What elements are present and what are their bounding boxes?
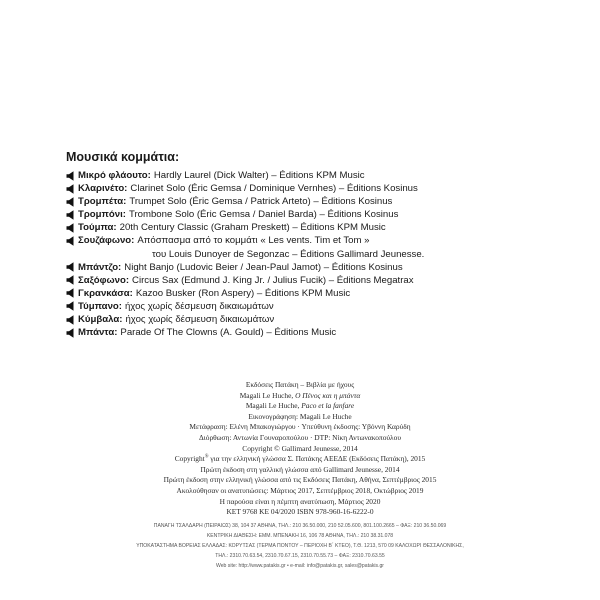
colophon-first-edition-french: Πρώτη έκδοση στη γαλλική γλώσσα από Gallimard Jeunesse, 2014 <box>200 464 400 474</box>
track-item <box>66 326 536 339</box>
speaker-icon <box>66 236 76 246</box>
track-item <box>66 274 536 287</box>
track-detail: ήχος χωρίς δέσμευση δικαιωμάτων <box>124 300 274 312</box>
track-instrument: Μικρό φλάουτο: <box>78 170 151 181</box>
track-item <box>66 313 536 326</box>
track-list <box>66 169 536 339</box>
track-item <box>66 195 536 208</box>
colophon-reprints: Ακολούθησαν οι ανατυπώσεις: Μάρτιος 2017, Σεπτέμβριος 2018, Οκτώβριος 2019 <box>176 485 424 495</box>
track-detail: ήχος χωρίς δέσμευση δικαιωμάτων <box>125 314 275 326</box>
speaker-icon <box>66 328 76 338</box>
colophon-first-edition-greek: Πρώτη έκδοση στην ελληνική γλώσσα από τις Εκδόσεις Πατάκη, Αθήνα, Σεπτέμβριος 2015 <box>163 475 437 485</box>
colophon-original-title-line: Magali Le Huche, Paco et la fanfare <box>245 401 355 411</box>
music-credits <box>66 150 536 339</box>
footer-address: ΠΑΝΑΓΗ ΤΣΑΛΔΑΡΗ (ΠΕΙΡΑΙΩΣ) 38, 104 37 ΑΘΗΝΑ, ΤΗΛ.: 210 36.50.000, 210 52.05.600, 801.100.2665 – ΦΑΞ: 210 36.50.069 <box>153 523 447 529</box>
speaker-icon <box>66 210 76 220</box>
track-detail: Hardly Laurel (Dick Walter) – Éditions KPM Music <box>153 170 365 181</box>
track-item <box>66 208 536 221</box>
track-instrument: Κύμβαλα: <box>78 314 123 326</box>
track-instrument: Σαξόφωνο: <box>78 274 130 286</box>
track-detail: Circus Sax (Edmund J. King Jr. / Julius Fucik) – Éditions Megatrax <box>132 274 414 286</box>
speaker-icon <box>66 288 76 298</box>
footer-distribution: ΚΕΝΤΡΙΚΗ ΔΙΑΘΕΣΗ: ΕΜΜ. ΜΠΕΝΑΚΗ 16, 106 78 ΑΘΗΝΑ, ΤΗΛ.: 210 38.31.078 <box>206 533 394 539</box>
track-detail: Trombone Solo (Éric Gemsa / Daniel Barda) – Éditions Kosinus <box>128 209 399 221</box>
footer-web: Web site: http://www.patakis.gr • e-mail: info@patakis.gr, sales@patakis.gr <box>215 563 385 569</box>
colophon-copyright-original: Copyright © Gallimard Jeunesse, 2014 <box>242 443 358 453</box>
track-detail: Trumpet Solo (Éric Gemsa / Patrick Arteto) – Éditions Kosinus <box>129 196 393 208</box>
colophon-translation-line: Μετάφραση: Ελένη Μπακογιώργου · Υπεύθυνη έκδοσης: Υβόννη Καρύδη <box>189 422 411 432</box>
track-item <box>66 234 536 247</box>
speaker-icon <box>66 184 76 194</box>
speaker-icon <box>66 301 76 311</box>
track-instrument: Τύμπανο: <box>78 300 122 312</box>
colophon-illustration-line: Εικονογράφηση: Magali Le Huche <box>248 411 352 421</box>
track-instrument: Τούμπα: <box>78 222 117 234</box>
track-detail: Parade Of The Clowns (A. Gould) – Éditions Music <box>120 327 337 339</box>
track-instrument: Σουζάφωνο: <box>78 235 135 247</box>
original-title: Paco et la fanfare <box>301 401 355 411</box>
footer-branch: ΥΠΟΚΑΤΑΣΤΗΜΑ ΒΟΡΕΙΑΣ ΕΛΛΑΔΑΣ: ΚΟΡΥΤΣΑΣ (ΤΕΡΜΑ ΠΟΝΤΟΥ – ΠΕΡΙΟΧΗ Β΄ ΚΤΕΟ), Τ.Θ. 1213, 570 09 ΚΑΛΟΧΩΡΙ ΘΕΣΣΑΛΟΝΙΚΗΣ, <box>136 543 464 549</box>
colophon <box>100 380 500 518</box>
speaker-icon <box>66 171 76 181</box>
publisher-footer <box>60 521 540 571</box>
speaker-icon <box>66 223 76 233</box>
track-item <box>66 287 536 300</box>
greek-title: Ο Πένος και η μπάντα <box>295 390 361 400</box>
speaker-icon <box>66 197 76 207</box>
track-instrument: Τρομπόνι: <box>78 209 126 221</box>
colophon-proofreading-line: Διόρθωση: Αντωνία Γουναροπούλου · DTP: Νίκη Αντωνακοπούλου <box>199 432 401 442</box>
track-detail: Clarinet Solo (Éric Gemsa / Dominique Vernhes) – Éditions Kosinus <box>130 183 418 195</box>
colophon-greek-title-line: Magali Le Huche, Ο Πένος και η μπάντα <box>239 390 361 400</box>
colophon-publisher-line: Εκδόσεις Πατάκη – Βιβλία με ήχους <box>245 380 355 389</box>
track-instrument: Γκρανκάσα: <box>78 287 133 299</box>
track-instrument: Κλαρινέτο: <box>78 183 128 195</box>
track-detail: Kazoo Busker (Ron Aspery) – Éditions KPM Music <box>135 287 351 299</box>
colophon-copyright-greek: Copyright® για την ελληνική γλώσσα Σ. Πατάκης ΑΕΕΔΕ (Εκδόσεις Πατάκη), 2015 <box>174 454 426 464</box>
colophon-current-reprint: Η παρούσα είναι η πέμπτη ανατύπωση, Μάρτιος 2020 <box>219 496 381 506</box>
music-heading: Μουσικά κομμάτια: <box>66 150 180 164</box>
speaker-icon <box>66 315 76 325</box>
track-detail: Απόσπασμα από το κομμάτι « Les vents. Tim et Tom » <box>137 235 370 247</box>
track-detail: 20th Century Classic (Graham Preskett) – Éditions KPM Music <box>119 222 386 234</box>
footer-branch-phones: ΤΗΛ.: 2310.70.63.54, 2310.70.67.15, 2310.70.55.73 – ΦΑΞ: 2310.70.63.55 <box>215 553 385 559</box>
track-item <box>66 221 536 234</box>
speaker-icon <box>66 262 76 272</box>
track-item <box>66 300 536 313</box>
track-instrument: Τρομπέτα: <box>78 196 127 208</box>
colophon-isbn: ΚΕΤ 9768 ΚΕ 04/2020 ISBN 978-960-16-6222-0 <box>226 507 374 517</box>
speaker-icon <box>66 275 76 285</box>
track-instrument: Μπάντα: <box>78 327 118 339</box>
track-item <box>66 182 536 195</box>
track-detail: Night Banjo (Ludovic Beier / Jean-Paul Jamot) – Éditions Kosinus <box>124 261 403 273</box>
track-item <box>66 261 536 274</box>
track-instrument: Μπάντζο: <box>78 261 122 273</box>
track-detail-continuation: του Louis Dunoyer de Segonzac – Éditions Gallimard Jeunesse. <box>152 248 425 260</box>
track-item <box>66 169 536 182</box>
